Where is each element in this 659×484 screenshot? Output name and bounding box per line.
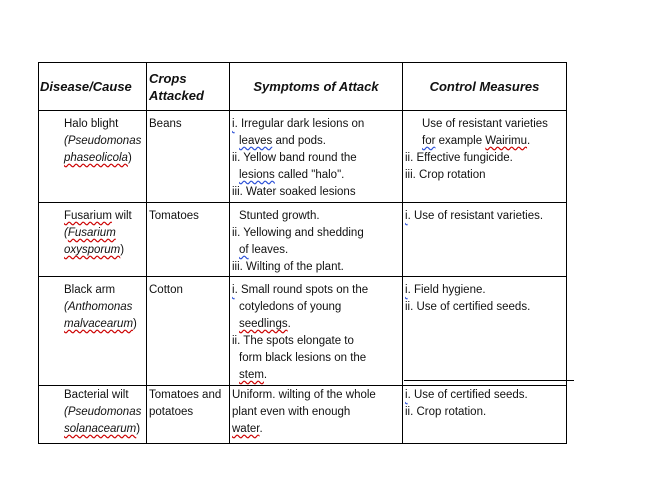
- symptom-text: ii. Yellow band round the: [232, 152, 357, 164]
- symptom-text: of: [239, 244, 249, 256]
- symptom-text: .: [263, 369, 268, 381]
- disease-name: Bacterial wilt: [64, 389, 129, 401]
- symptom-prefix: i: [232, 118, 235, 130]
- header-disease-text: Disease/Cause: [40, 79, 132, 94]
- symptom-text: water: [232, 423, 260, 435]
- control-text: . Field hygiene.: [407, 284, 486, 296]
- disease-table: [38, 62, 567, 444]
- crop-name: potatoes: [149, 406, 194, 418]
- control-text: Wairimu: [485, 135, 528, 147]
- disease-cause-cell: Bacterial wilt (Pseudomonas solanacearum): [39, 386, 147, 444]
- symptom-text: .: [287, 318, 291, 330]
- crops-cell: [147, 386, 230, 444]
- crops-cell: [147, 277, 230, 386]
- header-row: [39, 63, 567, 111]
- pathogen-name: (: [64, 227, 68, 239]
- crops-cell: [147, 111, 230, 203]
- symptom-text: lesions: [239, 169, 275, 181]
- control-text: . Use of resistant varieties.: [407, 210, 544, 222]
- table-row: [39, 386, 567, 444]
- symptom-text: Uniform. wilting of the whole: [232, 389, 376, 401]
- control-cell: [403, 386, 567, 444]
- symptom-text: called "halo".: [274, 169, 345, 181]
- header-control-measures: [403, 63, 567, 111]
- header-disease-cause: [39, 63, 147, 111]
- symptom-text: Stunted growth.: [239, 210, 320, 222]
- pathogen-name-cont: phaseolicola: [64, 152, 128, 164]
- symptom-text: . Irregular dark lesions on: [234, 118, 365, 130]
- symptom-text: iii. Wilting of the plant.: [232, 261, 344, 273]
- header-symptoms-text: Symptoms of Attack: [253, 79, 379, 94]
- symptom-text: seedlings: [239, 318, 288, 330]
- symptom-text: iii. Water soaked lesions: [232, 186, 356, 198]
- crop-name: Beans: [149, 118, 182, 130]
- symptom-text: ii. Yellowing and shedding: [232, 227, 364, 239]
- header-symptoms: [230, 63, 403, 111]
- symptom-prefix: i: [232, 284, 235, 296]
- table-row: [39, 111, 567, 203]
- pathogen-name: Fusarium: [67, 227, 116, 239]
- symptoms-cell: [230, 203, 403, 277]
- control-cell: [403, 203, 567, 277]
- pathogen-name: (Pseudomonas: [64, 406, 142, 418]
- pathogen-name-cont: oxysporum: [64, 244, 121, 256]
- header-crops-line2: Attacked: [149, 87, 204, 103]
- crop-name: Tomatoes and: [149, 389, 222, 401]
- symptom-text: form black lesions on the: [239, 352, 367, 364]
- control-prefix: i: [405, 284, 408, 296]
- header-crops-attacked: [147, 63, 230, 111]
- control-text: ii. Use of certified seeds.: [405, 301, 531, 313]
- header-crops-line1: Crops: [149, 70, 187, 86]
- pathogen-name-cont: solanacearum: [64, 423, 137, 435]
- disease-name: Black arm: [64, 284, 116, 296]
- symptom-text: . Small round spots on the: [234, 284, 369, 296]
- control-text: . Use of certified seeds.: [407, 389, 528, 401]
- crop-name: Cotton: [149, 284, 183, 296]
- symptom-text: .: [259, 423, 263, 435]
- symptoms-cell: [230, 277, 403, 386]
- symptom-text: stem: [239, 369, 264, 381]
- pathogen-name: (Anthomonas: [64, 301, 133, 313]
- crop-name: Tomatoes: [149, 210, 199, 222]
- control-prefix: i: [405, 210, 408, 222]
- symptom-text: plant even with enough: [232, 406, 351, 418]
- pathogen-name-cont: malvacearum: [64, 318, 134, 330]
- table-row: [39, 277, 567, 386]
- control-text: example: [435, 135, 486, 147]
- disease-name: Fusarium: [64, 210, 112, 222]
- symptom-text: ii. The spots elongate to: [232, 335, 354, 347]
- disease-cause-cell: Black arm (Anthomonas malvacearum): [39, 277, 147, 386]
- control-text: ii. Crop rotation.: [405, 406, 487, 418]
- control-text: ii. Effective fungicide.: [405, 152, 513, 164]
- control-text: .: [527, 135, 531, 147]
- control-prefix: i: [405, 389, 408, 401]
- disease-name: Halo blight: [64, 118, 119, 130]
- symptom-text: and pods.: [272, 135, 326, 147]
- symptom-text: leaves.: [248, 244, 289, 256]
- header-control-text: Control Measures: [429, 79, 540, 94]
- pathogen-name: (Pseudomonas: [64, 135, 142, 147]
- crops-cell: [147, 203, 230, 277]
- disease-name-cont: wilt: [111, 210, 132, 222]
- control-text: Use of resistant varieties: [422, 118, 548, 130]
- disease-cause-cell: Halo blight (Pseudomonas phaseolicola): [39, 111, 147, 203]
- symptom-text: cotyledons of young: [239, 301, 342, 313]
- control-cell: [403, 277, 567, 386]
- table-row: [39, 203, 567, 277]
- control-cell: [403, 111, 567, 203]
- symptoms-cell: [230, 111, 403, 203]
- control-text: for: [422, 135, 436, 147]
- disease-cause-cell: Fusarium wilt (Fusarium oxysporum): [39, 203, 147, 277]
- table-border-extension: [404, 380, 574, 381]
- symptoms-cell: [230, 386, 403, 444]
- control-text: iii. Crop rotation: [405, 169, 486, 181]
- symptom-text: leaves: [239, 135, 273, 147]
